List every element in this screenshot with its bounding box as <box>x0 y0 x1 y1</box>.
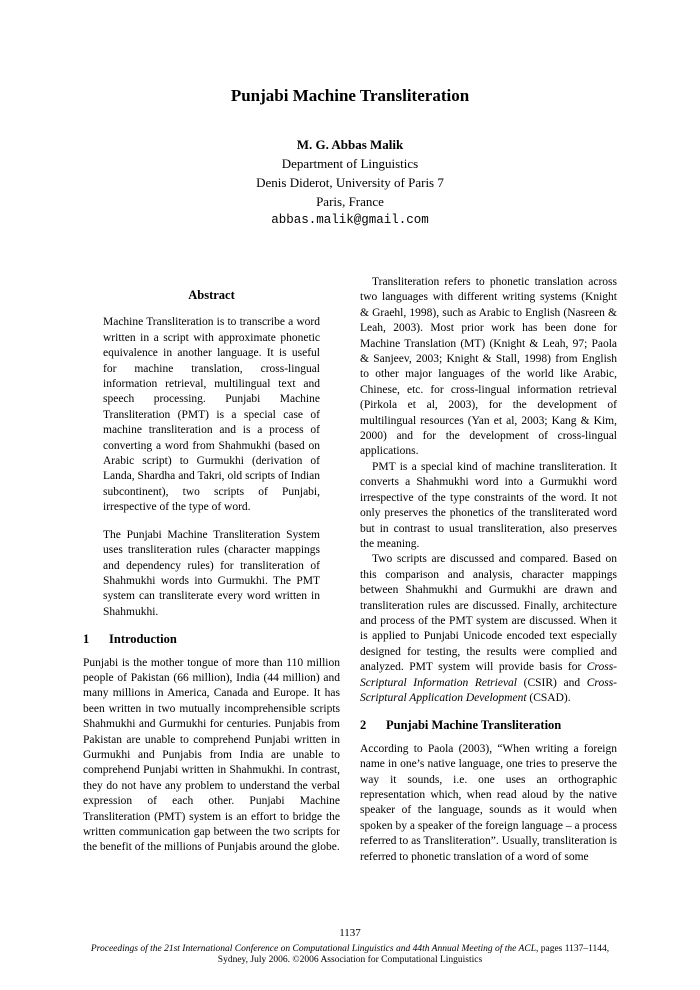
author-block <box>0 135 700 230</box>
abstract-paragraph-1: Machine Transliteration is to transcribe a word written in a script with approximate phonetic equivalence in another language. It is useful for machine translation, cross-lingual information retrieval, multilingual text and speech processing. Punjabi Machine Transliteration (PMT) is a special case of machine transliteration and is a process of converting a word from Shahmukhi (based on Arabic script) to Gurmukhi (derivation of Landa, Shardha and Takri, old scripts of Indian subcontinent), two scripts of Punjabi, irrespective of the type of word. <box>103 316 320 514</box>
author-email[interactable]: abbas.malik@gmail.com <box>271 213 429 227</box>
footer-venue: Proceedings of the 21st International Conference on Computational Linguistics and 44th Annual Meeting of the ACL <box>90 944 536 954</box>
section-number: 2 <box>360 718 367 733</box>
footer-line-1 <box>40 944 660 955</box>
body-text: (CSAD). <box>526 691 571 704</box>
body-paragraph-3 <box>360 552 617 706</box>
body-text: Two scripts are discussed and compared. Based on this comparison and analysis, character mappings between Shahmukhi and Gurmukhi are drawn and transliteration rules are discussed. Finally, architecture and process of the PMT system are discussed. When it is applied to Punjabi Unicode encoded text especially designed for testing, the results were complied and analyzed. PMT system will provide basis for <box>360 553 617 674</box>
body-text: (CSIR) and <box>517 676 587 689</box>
section2-paragraph: According to Paola (2003), “When writing a foreign name in one’s native language, one tries to preserve the way it sounds, i.e. one uses an orthographic representation which, when read aloud by the native speaker of the language, sounds as it would when spoken by a speaker of the foreign language – a process referred to as Transliteration”. Usually, transliteration is referred to phonetic translation of a word of some <box>360 742 617 863</box>
footer <box>40 944 660 966</box>
author-university: Denis Diderot, University of Paris 7 <box>256 175 444 190</box>
body-paragraph-2: PMT is a special kind of machine transliteration. It converts a Shahmukhi word into a Gurmukhi word irrespective of the type constraints of the word. It not only preserves the phonetics of the transliterated word but in contrast to usual transliteration, also preserves the meaning. <box>360 460 617 550</box>
author-name: M. G. Abbas Malik <box>296 137 404 152</box>
italic-term: Cross-Scriptural Application Development <box>360 676 617 704</box>
author-department: Department of Linguistics <box>281 156 419 171</box>
abstract-heading: Abstract <box>188 288 235 302</box>
section-number: 1 <box>83 632 90 647</box>
abstract <box>83 288 340 620</box>
paper-title: Punjabi Machine Transliteration <box>230 86 470 105</box>
page-number: 1137 <box>339 927 361 939</box>
footer-line-2: Sydney, July 2006. ©2006 Association for Computational Linguistics <box>217 955 483 965</box>
section-title: Punjabi Machine Transliteration <box>386 718 562 733</box>
author-location: Paris, France <box>316 194 384 209</box>
abstract-paragraph-2: The Punjabi Machine Transliteration System uses transliteration rules (character mappings and dependency rules) for transliteration of Shahmukhi words into Gurmukhi. The PMT system can transliterate every word written in Shahmukhi. <box>103 528 320 618</box>
footer-pages: , pages 1137–1144, <box>535 944 610 954</box>
section-heading-introduction <box>83 632 340 647</box>
section-title: Introduction <box>109 632 177 647</box>
italic-term: Cross-Scriptural Information Retrieval <box>360 661 617 689</box>
section-heading-pmt <box>360 718 617 733</box>
introduction-paragraph: Punjabi is the mother tongue of more than 110 million people of Pakistan (66 million), India (44 million) and many millions in America, Canada and Europe. It has been written in two mutually incomprehensible scripts Shahmukhi and Gurmukhi for centuries. Punjabis from Pakistan are unable to comprehend Punjabi written in Gurmukhi and Punjabis from India are unable to comprehend Punjabi written in Shahmukhi. In contrast, they do not have any problem to understand the verbal expression of each other. Punjabi Machine Transliteration (PMT) system is an effort to bridge the written communication gap between the two scripts for the benefit of the millions of Punjabis around the globe. <box>83 656 340 854</box>
left-column <box>83 288 340 856</box>
right-column <box>360 275 617 865</box>
body-paragraph-1: Transliteration refers to phonetic translation across two languages with different writing systems (Knight & Graehl, 1998), such as Arabic to English (Nasreen & Leah, 2003). Most prior work has been done for Machine Translation (MT) (Knight & Leah, 97; Paola & Sanjeev, 2003; Knight & Stall, 1998) from English to other major languages of the world like Arabic, Chinese, etc. for cross-lingual information retrieval (Pirkola et al, 2003), for the development of multilingual resources (Yan et al, 2003; Kang & Kim, 2000) and for the development of cross-lingual applications. <box>360 276 617 458</box>
